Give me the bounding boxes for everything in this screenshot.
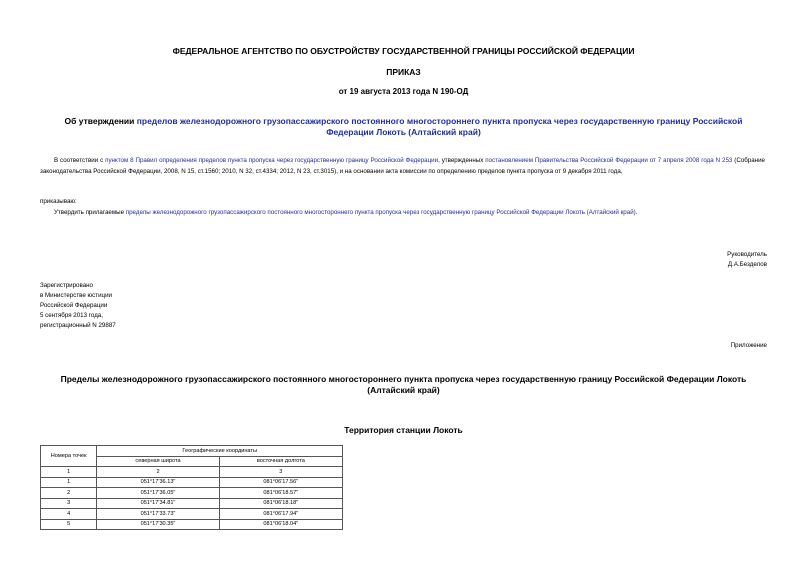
registration-line: регистрационный N 29887 (40, 322, 116, 329)
longitude-cell: 081°06'18.18" (219, 498, 342, 509)
longitude-cell: 081°06'18.57" (219, 488, 342, 499)
coordinates-table (40, 445, 343, 530)
document-title (45, 116, 762, 138)
latitude-cell: 051°17'36.13" (97, 477, 219, 488)
station-section-title: Территория станции Локоть (344, 425, 463, 435)
header-longitude: восточная долгота (219, 456, 342, 467)
title-link[interactable]: пределов железнодорожного грузопассажирского постоянного многостороннего пункта пропуска через государственную границу Российской Федерации Локоть (Алтайский край) (136, 116, 743, 137)
title-prefix: Об утверждении (64, 116, 137, 126)
table-row (41, 519, 343, 530)
point-number: 2 (41, 488, 97, 499)
registration-line: Зарегистрировано (40, 282, 93, 289)
signature-block (727, 250, 767, 270)
latitude-cell: 051°17'34.81" (97, 498, 219, 509)
column-index: 2 (97, 467, 219, 478)
appendix-title: Пределы железнодорожного грузопассажирского постоянного многостороннего пункта пропуска через государственную границу Российской Федерации Локоть (Алтайский край) (60, 374, 747, 395)
approve-start: Утвердить прилагаемые (54, 209, 126, 216)
order-date-number: от 19 августа 2013 года N 190-ОД (338, 87, 469, 96)
longitude-cell: 081°06'17.56" (219, 477, 342, 488)
limits-link[interactable]: пределы железнодорожного грузопассажирского постоянного многостороннего пункта пропуска через государственную границу Российской Федерации Локоть (Алтайский край) (125, 209, 636, 216)
preamble-end: (Собрание законодательства Российской Федерации, 2008, N 15, ст.1560; 2010, N 32, ст.4334; 2012, N 23, ст.3015), и на основании акта комиссии по определению пределов пункта пропуска от 9 декабря 2011 года, (40, 157, 766, 175)
column-index: 3 (219, 467, 342, 478)
header-point-number: Номера точек (41, 446, 97, 467)
table-row (41, 488, 343, 499)
signer-name: Д.А.Безделов (727, 261, 767, 268)
column-index-row (41, 467, 343, 478)
latitude-cell: 051°17'36.05" (97, 488, 219, 499)
registration-line: в Министерстве юстиции (40, 292, 113, 299)
preamble-paragraph (40, 156, 765, 177)
registration-block (40, 281, 116, 331)
latitude-cell: 051°17'30.35" (97, 519, 219, 530)
table-row (41, 498, 343, 509)
header-latitude: северная широта (97, 456, 219, 467)
point-number: 5 (41, 519, 97, 530)
signer-position: Руководитель (727, 251, 767, 258)
point-number: 1 (41, 477, 97, 488)
longitude-cell: 081°06'17.94" (219, 509, 342, 520)
longitude-cell: 081°06'18.04" (219, 519, 342, 530)
agency-heading: ФЕДЕРАЛЬНОЕ АГЕНТСТВО ПО ОБУСТРОЙСТВУ ГОСУДАРСТВЕННОЙ ГРАНИЦЫ РОССИЙСКОЙ ФЕДЕРАЦИИ (172, 46, 635, 56)
approve-paragraph (54, 209, 637, 216)
government-decree-link[interactable]: постановлением Правительства Российской Федерации от 7 апреля 2008 года N 253 (485, 157, 733, 164)
registration-line: 5 сентября 2013 года, (40, 312, 103, 319)
preamble-start: В соответствии с (54, 157, 106, 164)
registration-line: Российской Федерации (40, 302, 108, 309)
table-row (41, 509, 343, 520)
approve-end: . (635, 209, 638, 216)
table-row (41, 477, 343, 488)
column-index: 1 (41, 467, 97, 478)
point-number: 4 (41, 509, 97, 520)
header-geo-coordinates: Географические координаты (97, 446, 343, 457)
rules-point-8-link[interactable]: пунктом 8 Правил определения пределов пункта пропуска через государственную границу Российской Федерации (105, 157, 439, 164)
order-word: приказываю: (40, 198, 77, 205)
document-type: ПРИКАЗ (386, 67, 421, 77)
preamble-mid: , утвержденных (438, 157, 486, 164)
point-number: 3 (41, 498, 97, 509)
latitude-cell: 051°17'33.73" (97, 509, 219, 520)
appendix-label: Приложение (730, 342, 767, 349)
